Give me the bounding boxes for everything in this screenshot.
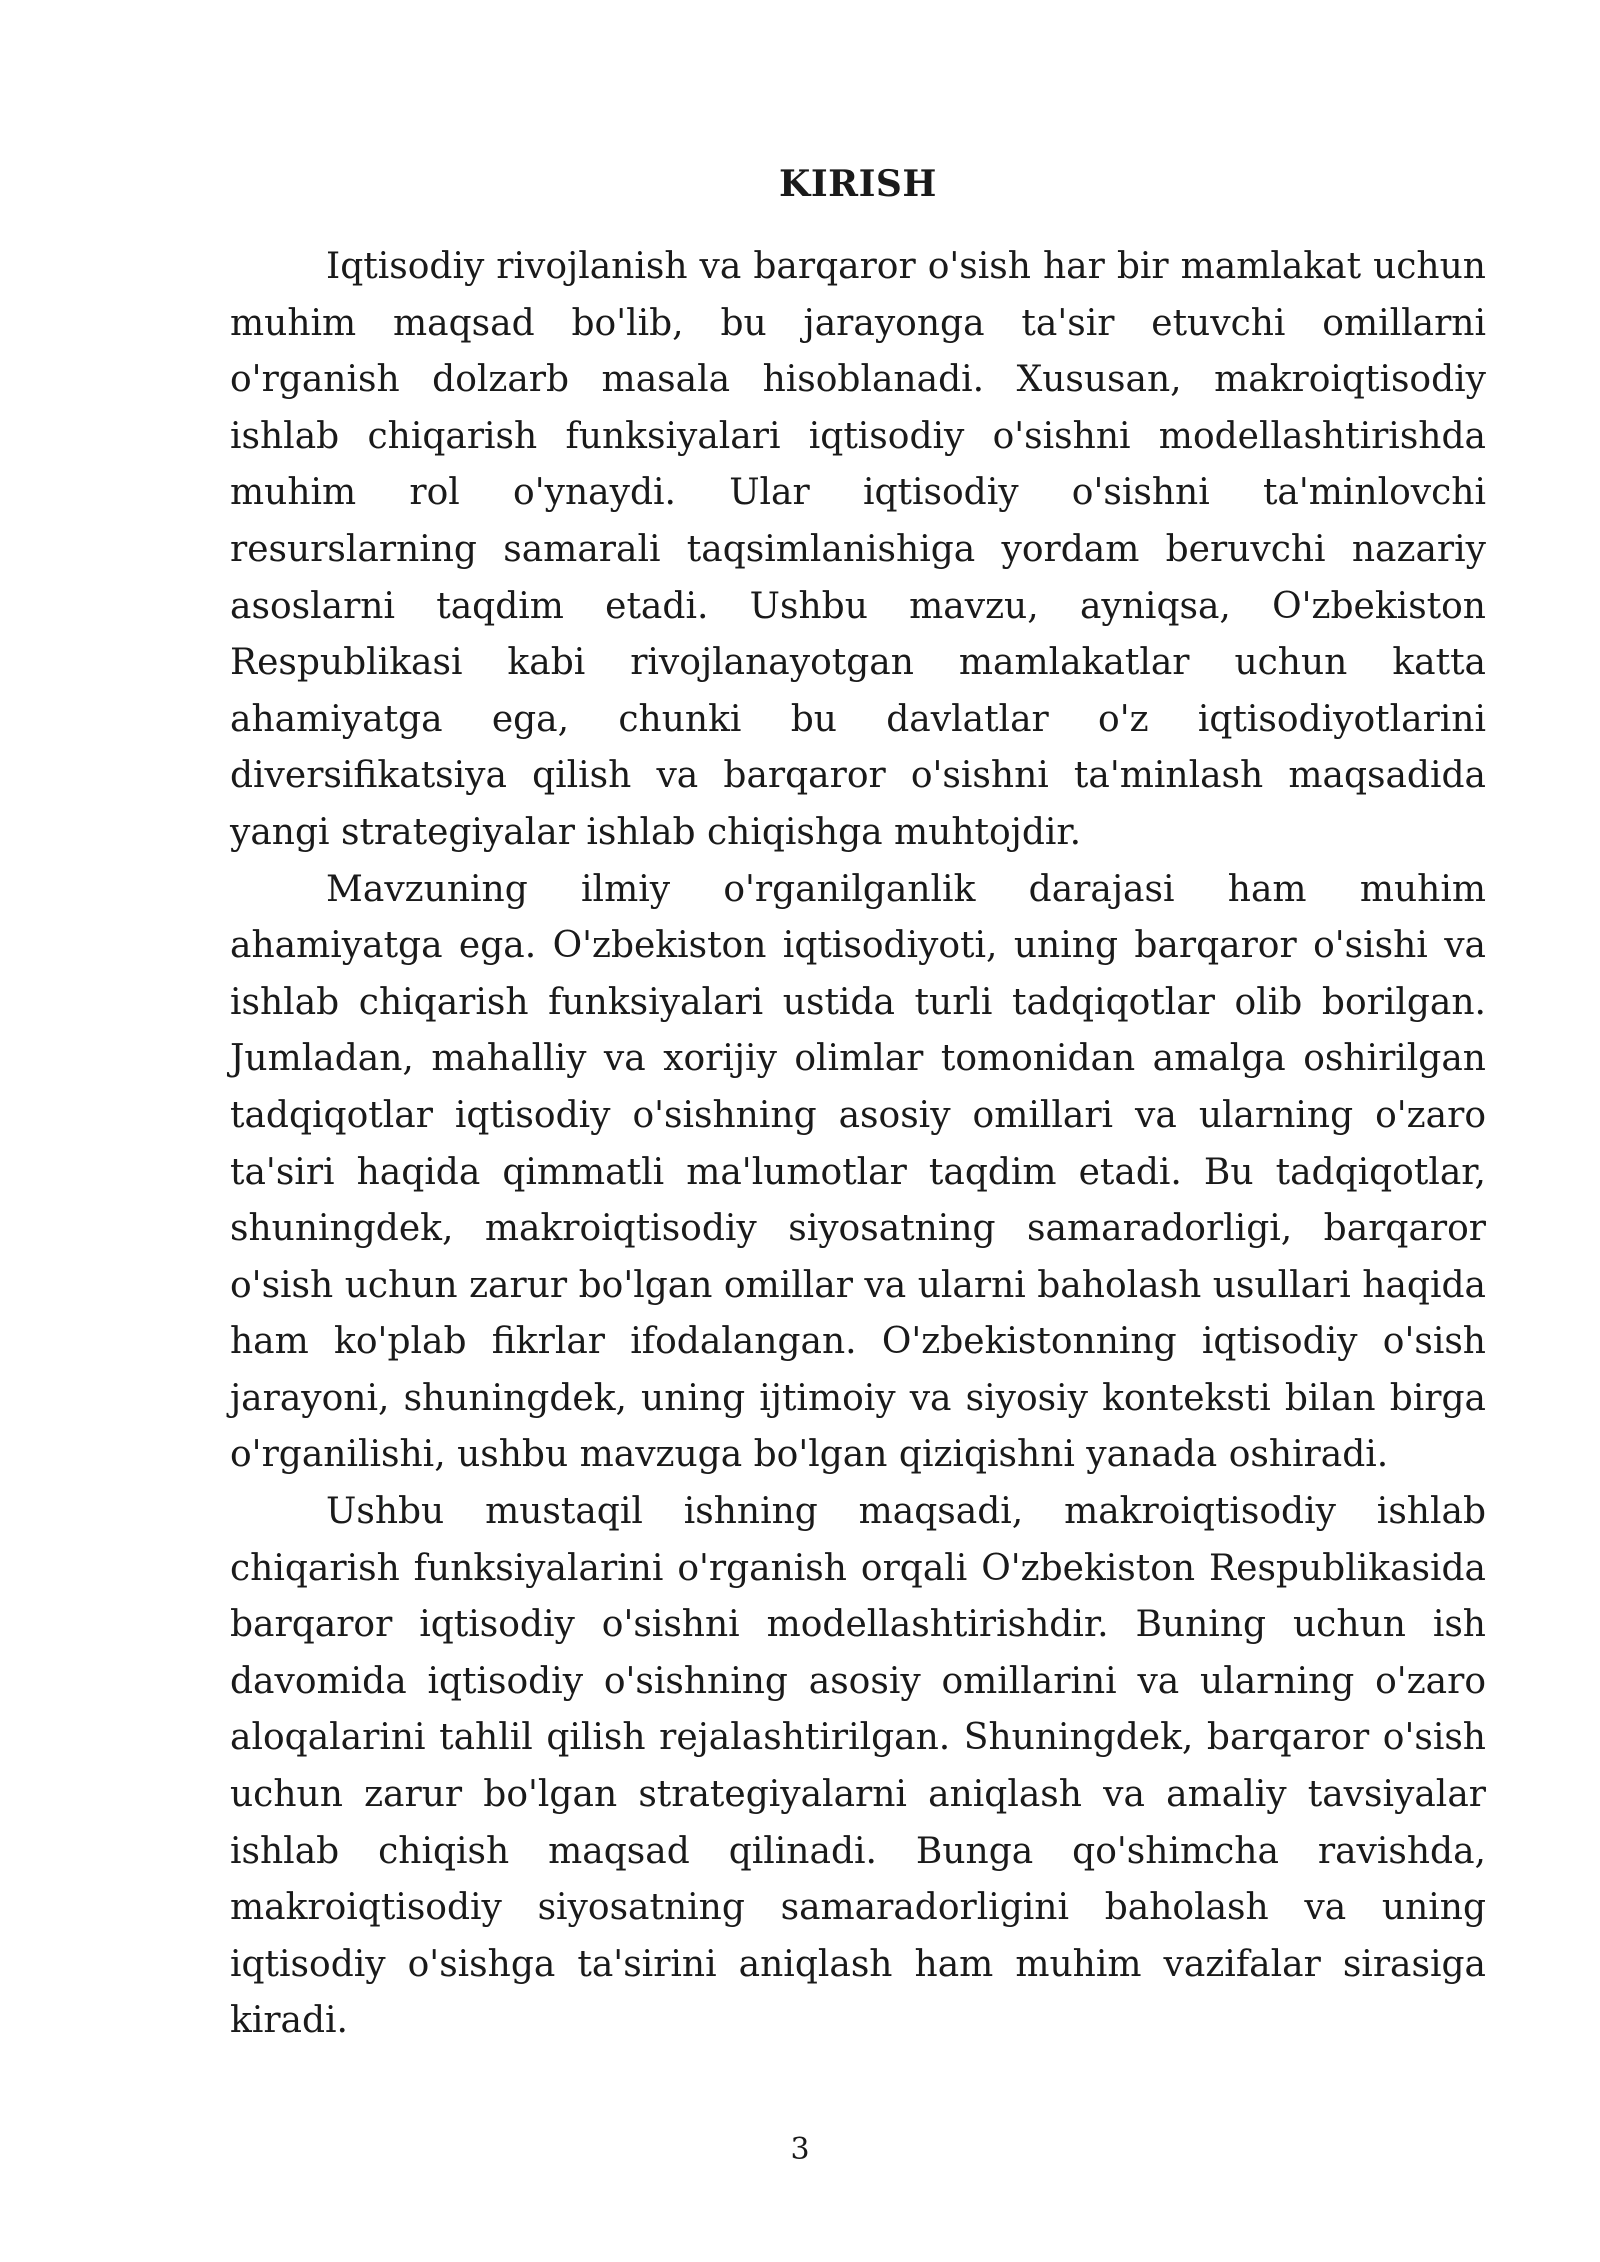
page-content [230,155,1486,2050]
paragraph-purpose: Ushbu mustaqil ishning maqsadi, makroiqtisodiy ishlab chiqarish funksiyalarini o'rganish orqali O'zbekiston Respublikasida barqaror iqtisodiy o'sishni modellashtirishdir. Buning uchun ish davomida iqtisodiy o'sishning asosiy omillarini va ularning o'zaro aloqalarini tahlil qilish rejalashtirilgan. Shuningdek, barqaror o'sish uchun zarur bo'lgan strategiyalarni aniqlash va amaliy tavsiyalar ishlab chiqish maqsad qilinadi. Bunga qo'shimcha ravishda, makroiqtisodiy siyosatning samaradorligini baholash va uning iqtisodiy o'sishga ta'sirini aniqlash ham muhim vazifalar sirasiga kiradi. [230,1491,1486,2042]
section-title: KIRISH [779,163,937,205]
paragraph-intro: Iqtisodiy rivojlanish va barqaror o'sish har bir mamlakat uchun muhim maqsad bo'lib, bu jarayonga ta'sir etuvchi omillarni o'rganish dolzarb masala hisoblanadi. Xususan, makroiqtisodiy ishlab chiqarish funksiyalari iqtisodiy o'sishni modellashtirishda muhim rol o'ynaydi. Ular iqtisodiy o'sishni ta'minlovchi resurslarning samarali taqsimlanishiga yordam beruvchi nazariy asoslarni taqdim etadi. Ushbu mavzu, ayniqsa, O'zbekiston Respublikasi kabi rivojlanayotgan mamlakatlar uchun katta ahamiyatga ega, chunki bu davlatlar o'z iqtisodiyotlarini diversifikatsiya qilish va barqaror o'sishni ta'minlash maqsadida yangi strategiyalar ishlab chiqishga muhtojdir. [230,246,1486,853]
page-number: 3 [790,2132,810,2167]
paragraph-research-degree: Mavzuning ilmiy o'rganilganlik darajasi ham muhim ahamiyatga ega. O'zbekiston iqtisodiyoti, uning barqaror o'sishi va ishlab chiqarish funksiyalari ustida turli tadqiqotlar olib borilgan. Jumladan, mahalliy va xorijiy olimlar tomonidan amalga oshirilgan tadqiqotlar iqtisodiy o'sishning asosiy omillari va ularning o'zaro ta'siri haqida qimmatli ma'lumotlar taqdim etadi. Bu tadqiqotlar, shuningdek, makroiqtisodiy siyosatning samaradorligi, barqaror o'sish uchun zarur bo'lgan omillar va ularni baholash usullari haqida ham ko'plab fikrlar ifodalangan. O'zbekistonning iqtisodiy o'sish jarayoni, shuningdek, uning ijtimoiy va siyosiy konteksti bilan birga o'rganilishi, ushbu mavzuga bo'lgan qiziqishni yanada oshiradi. [230,868,1486,1476]
